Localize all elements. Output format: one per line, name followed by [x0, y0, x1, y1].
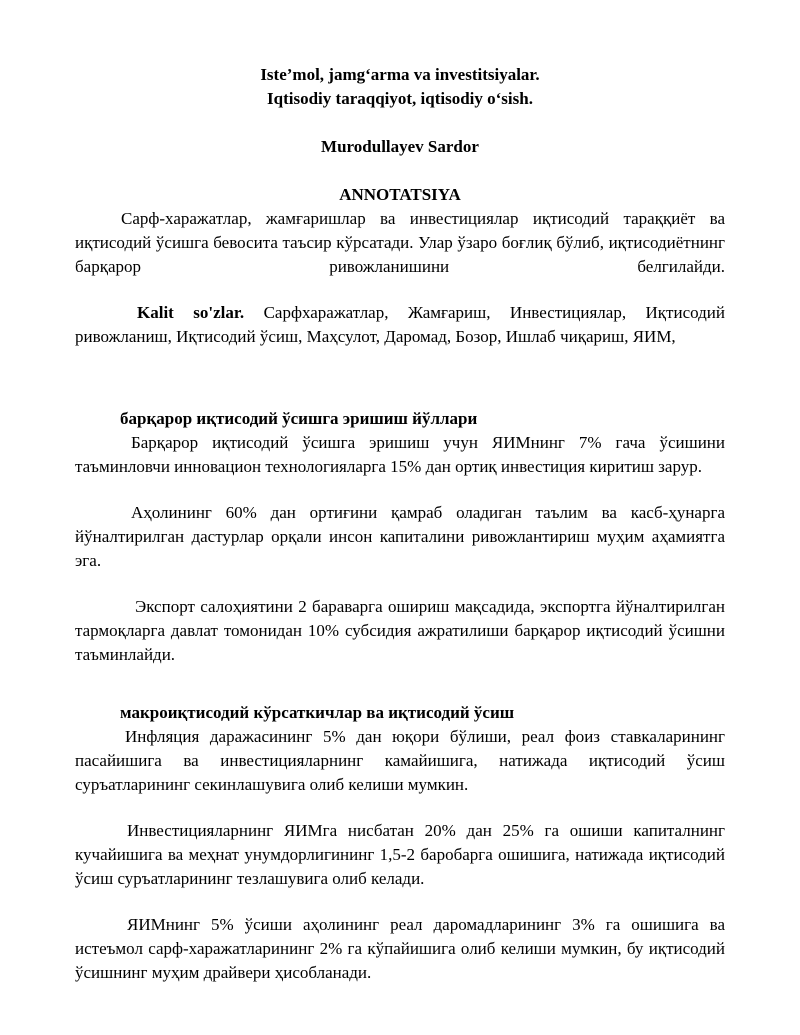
section-2-paragraph-1: Инфляция даражасининг 5% дан юқори бўлиши, реал фоиз ставкаларининг пасайишига ва инвестицияларнинг камайишига, натижада иқтисодий ўсиш суръатларининг секинлашувига олиб келиши мумкин. — [75, 727, 725, 794]
keywords-paragraph — [75, 301, 725, 349]
keywords-label: Kalit so'zlar. — [137, 303, 245, 322]
section-1-paragraph-3: Экспорт салоҳиятини 2 бараварга ошириш мақсадида, экспортга йўналтирилган тармоқларга давлат томонидан 10% субсидия ажратилиши барқарор иқтисодий ўсишни таъминлайди. — [75, 597, 725, 664]
section-2-paragraph-3: ЯИМнинг 5% ўсиши аҳолининг реал даромадларининг 3% га ошишига ва истеъмол сарф-харажатларининг 2% га кўпайишига олиб келиши мумкин, бу иқтисодий ўсишнинг муҳим драйвери ҳисобланади. — [75, 915, 725, 982]
section-2-paragraph-2: Инвестицияларнинг ЯИМга нисбатан 20% дан 25% га ошиши капиталнинг кучайишига ва меҳнат унумдорлигининг 1,5-2 баробарга ошишига, натижада иқтисодий ўсиш суръатларининг тезлашувига олиб келади. — [75, 821, 725, 888]
annotation-text: Сарф-харажатлар, жамғаришлар ва инвестициялар иқтисодий тараққиёт ва иқтисодий ўсишга бевосита таъсир кўрсатади. Улар ўзаро боғлиқ бўлиб, иқтисодиётнинг барқарор ривожланишини белгилайди. — [75, 209, 725, 276]
author-name: Murodullayev Sardor — [321, 137, 479, 156]
section-1-heading: барқарор иқтисодий ўсишга эришиш йўллари — [120, 409, 478, 428]
section-2-heading: макроиқтисодий кўрсаткичлар ва иқтисодий ўсиш — [120, 703, 515, 722]
section-1-paragraph-2: Аҳолининг 60% дан ортиғини қамраб оладиган таълим ва касб-ҳунарга йўналтирилган дастурлар орқали инсон капиталини ривожлантириш муҳим аҳамиятга эга. — [75, 503, 725, 570]
document-page — [75, 63, 725, 985]
title-line-2: Iqtisodiy taraqqiyot, iqtisodiy o‘sish. — [267, 89, 533, 108]
keywords-text: Сарфхаражатлар, Жамғариш, Инвестициялар, Иқтисодий ривожланиш, Иқтисодий ўсиш, Маҳсулот, Даромад, Бозор, Ишлаб чиқариш, ЯИМ, — [75, 303, 725, 346]
section-1-paragraph-1: Барқарор иқтисодий ўсишга эришиш учун ЯИМнинг 7% гача ўсишини таъминловчи инновацион технологияларга 15% дан ортиқ инвестиция киритиш зарур. — [75, 433, 725, 476]
title-line-1: Iste’mol, jamg‘arma va investitsiyalar. — [260, 65, 540, 84]
document-title — [75, 63, 725, 111]
annotation-heading: ANNOTATSIYA — [339, 185, 461, 204]
